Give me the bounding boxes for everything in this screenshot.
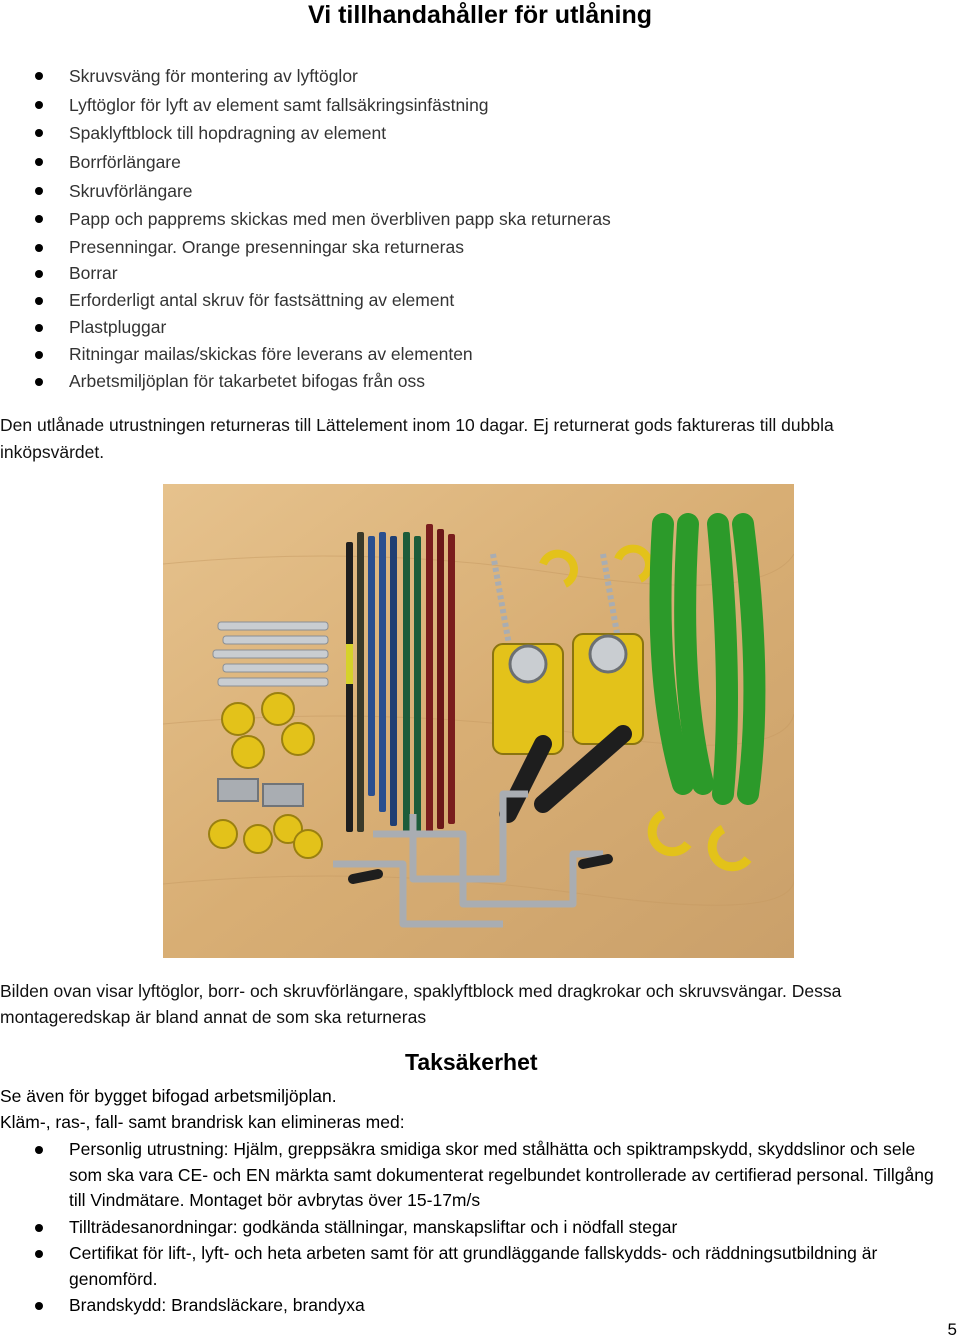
list-item-text: Lyftöglor för lyft av element samt fallsäkringsinfästning [69,94,489,115]
equipment-list [0,62,960,395]
bullet-icon [35,324,43,332]
safety-list [0,1137,960,1320]
bullet-icon [35,244,43,252]
list-item-text: Plastpluggar [69,317,167,338]
return-note: Den utlånade utrustningen returneras till Lättelement inom 10 dagar. Ej returnerat gods faktureras till dubbla inköpsvärdet. [0,415,834,462]
list-item [0,1293,960,1319]
list-item [0,91,960,120]
list-item [0,234,960,260]
list-item [0,260,960,287]
list-item [0,314,960,341]
list-item-text: Papp och papprems skickas med men överbliven papp ska returneras [69,209,611,230]
list-item-text: Presenningar. Orange presenningar ska returneras [69,237,464,258]
page-title: Vi tillhandahåller för utlåning [307,1,653,29]
bullet-icon [35,378,43,386]
bullet-icon [35,101,43,109]
bullet-icon [35,297,43,305]
list-item [0,341,960,368]
list-item-text: Arbetsmiljöplan för takarbetet bifogas från oss [69,371,426,392]
section-line-2: Kläm-, ras-, fall- samt brandrisk kan elimineras med: [0,1112,405,1132]
list-item [0,1215,960,1241]
bullet-icon [35,270,43,278]
list-item [0,1241,960,1292]
list-item-text: Certifikat för lift-, lyft- och heta arbeten samt för att grundläggande fallskydds- och räddningsutbildning är genomförd. [69,1243,878,1289]
list-item-text: Borrar [69,263,118,284]
bullet-icon [35,129,43,137]
list-item-text: Borrförlängare [69,152,181,173]
equipment-photo [163,484,794,958]
list-item [0,205,960,234]
bullet-icon [35,72,43,80]
list-item [0,148,960,177]
page-number: 5 [947,1320,957,1339]
section-heading: Taksäkerhet [405,1049,538,1075]
list-item-text: Spaklyftblock till hopdragning av element [69,123,387,144]
list-item-text: Tillträdesanordningar: godkända ställningar, manskapsliftar och i nödfall stegar [69,1216,678,1237]
list-item [0,119,960,148]
bullet-icon [35,215,43,223]
list-item-text: Brandskydd: Brandsläckare, brandyxa [69,1295,365,1315]
list-item-text: Erforderligt antal skruv för fastsättning av element [69,290,455,311]
bullet-icon [35,1146,43,1154]
list-item-text: Skruvsväng för montering av lyftöglor [69,66,358,86]
bullet-icon [35,1224,43,1232]
list-item [0,62,960,91]
list-item [0,177,960,206]
bullet-icon [35,187,43,195]
bullet-icon [35,158,43,166]
bullet-icon [35,1250,43,1258]
list-item-text: Personlig utrustning: Hjälm, greppsäkra smidiga skor med stålhätta och spiktrampskydd, skyddslinor och sele som ska vara CE- och EN märkta samt dokumenterat regelbundet kontrollerade av certifierad personal. Tillgång till Vindmätare. Montaget bör avbrytas över 15-17m/s [69,1139,934,1210]
section-line-1: Se även för bygget bifogad arbetsmiljöplan. [0,1086,337,1106]
list-item [0,368,960,395]
photo-caption: Bilden ovan visar lyftöglor, borr- och skruvförlängare, spaklyftblock med dragkrokar och skruvsvängar. Dessa montageredskap är bland annat de som ska returneras [0,981,842,1027]
bullet-icon [35,351,43,359]
bullet-icon [35,1302,43,1310]
list-item [0,1137,960,1214]
list-item [0,287,960,314]
list-item-text: Skruvförlängare [69,180,193,201]
list-item-text: Ritningar mailas/skickas före leverans av elementen [69,344,473,365]
